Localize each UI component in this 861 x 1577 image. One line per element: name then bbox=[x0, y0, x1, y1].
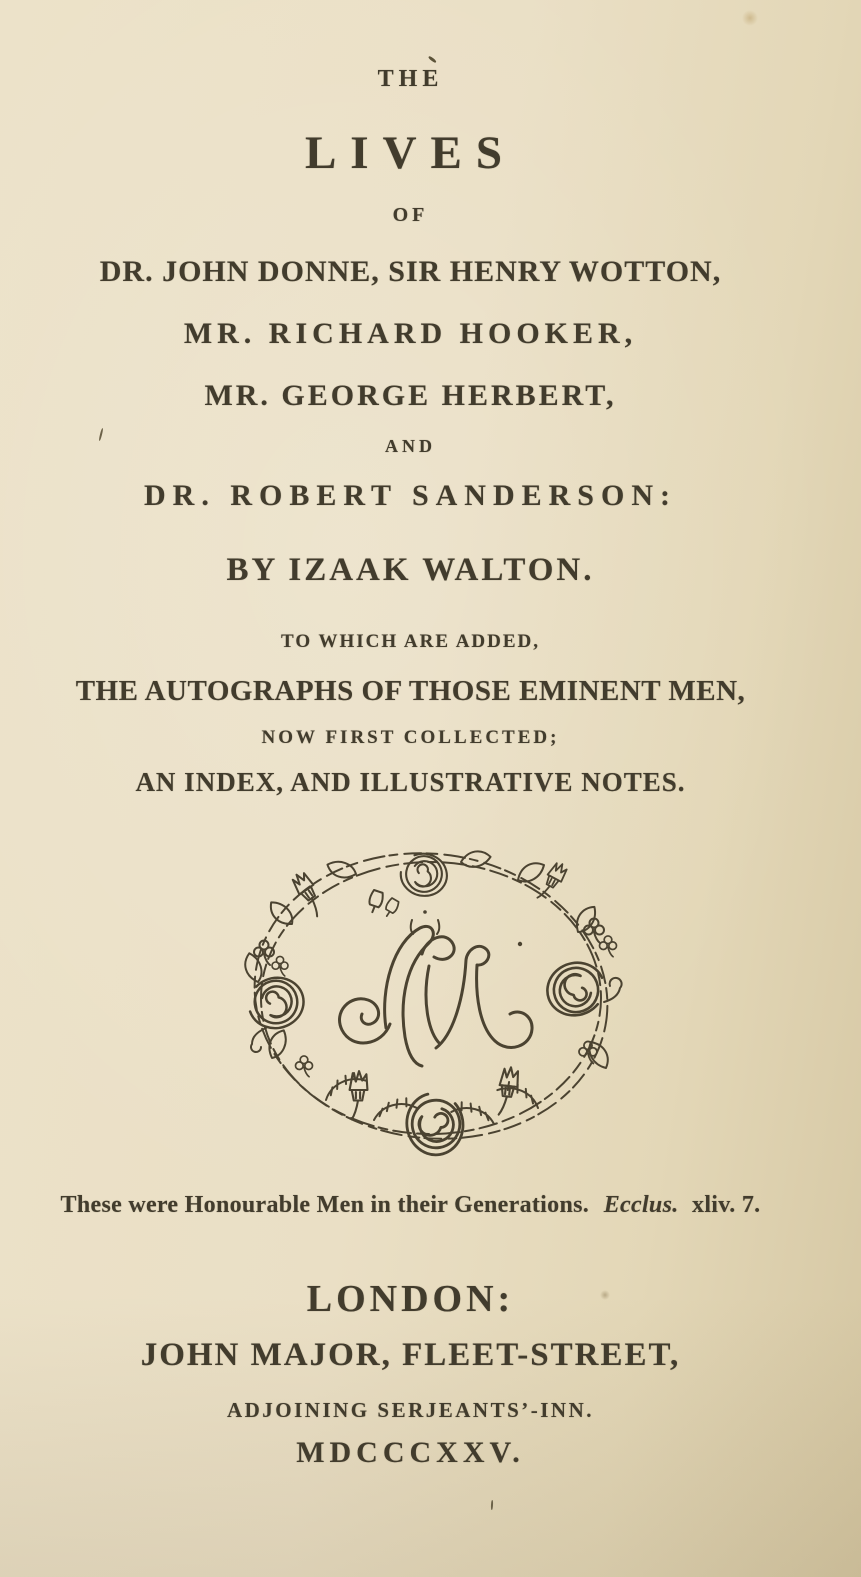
ink-fleck bbox=[428, 55, 437, 63]
floral-wreath-monogram-icon bbox=[206, 832, 656, 1162]
ink-fleck bbox=[491, 1500, 494, 1510]
author-line: BY IZAAK WALTON. bbox=[226, 552, 595, 588]
epigraph-reference: xliv. 7. bbox=[692, 1192, 761, 1218]
conjunction-and: AND bbox=[385, 436, 436, 456]
main-title: LIVES bbox=[304, 127, 517, 179]
jm-monogram bbox=[340, 910, 533, 1066]
foxing-spot bbox=[600, 1290, 610, 1300]
of-label: OF bbox=[392, 204, 429, 226]
addenda-intro: TO WHICH ARE ADDED, bbox=[280, 631, 540, 652]
epigraph bbox=[0, 1192, 821, 1219]
foxing-spot bbox=[742, 10, 758, 26]
epigraph-source: Ecclus. bbox=[603, 1192, 679, 1218]
addenda-autographs: THE AUTOGRAPHS OF THOSE EMINENT MEN, bbox=[75, 675, 746, 707]
subject-line-herbert: MR. GEORGE HERBERT, bbox=[204, 379, 617, 412]
addenda-collected: NOW FIRST COLLECTED; bbox=[261, 727, 560, 748]
imprint-year: MDCCCXXV. bbox=[296, 1436, 525, 1469]
half-title: THE bbox=[377, 66, 444, 92]
subject-line-donne-wotton: DR. JOHN DONNE, SIR HENRY WOTTON, bbox=[99, 255, 722, 288]
subject-line-hooker: MR. RICHARD HOOKER, bbox=[183, 317, 638, 350]
imprint-publisher: JOHN MAJOR, FLEET-STREET, bbox=[140, 1337, 681, 1373]
imprint-address: ADJOINING SERJEANTS’-INN. bbox=[226, 1398, 595, 1422]
subject-line-sanderson: DR. ROBERT SANDERSON: bbox=[144, 479, 677, 512]
epigraph-text: These were Honourable Men in their Generations. bbox=[60, 1192, 590, 1218]
addenda-index-notes: AN INDEX, AND ILLUSTRATIVE NOTES. bbox=[135, 767, 686, 797]
imprint-city: LONDON: bbox=[306, 1278, 515, 1320]
